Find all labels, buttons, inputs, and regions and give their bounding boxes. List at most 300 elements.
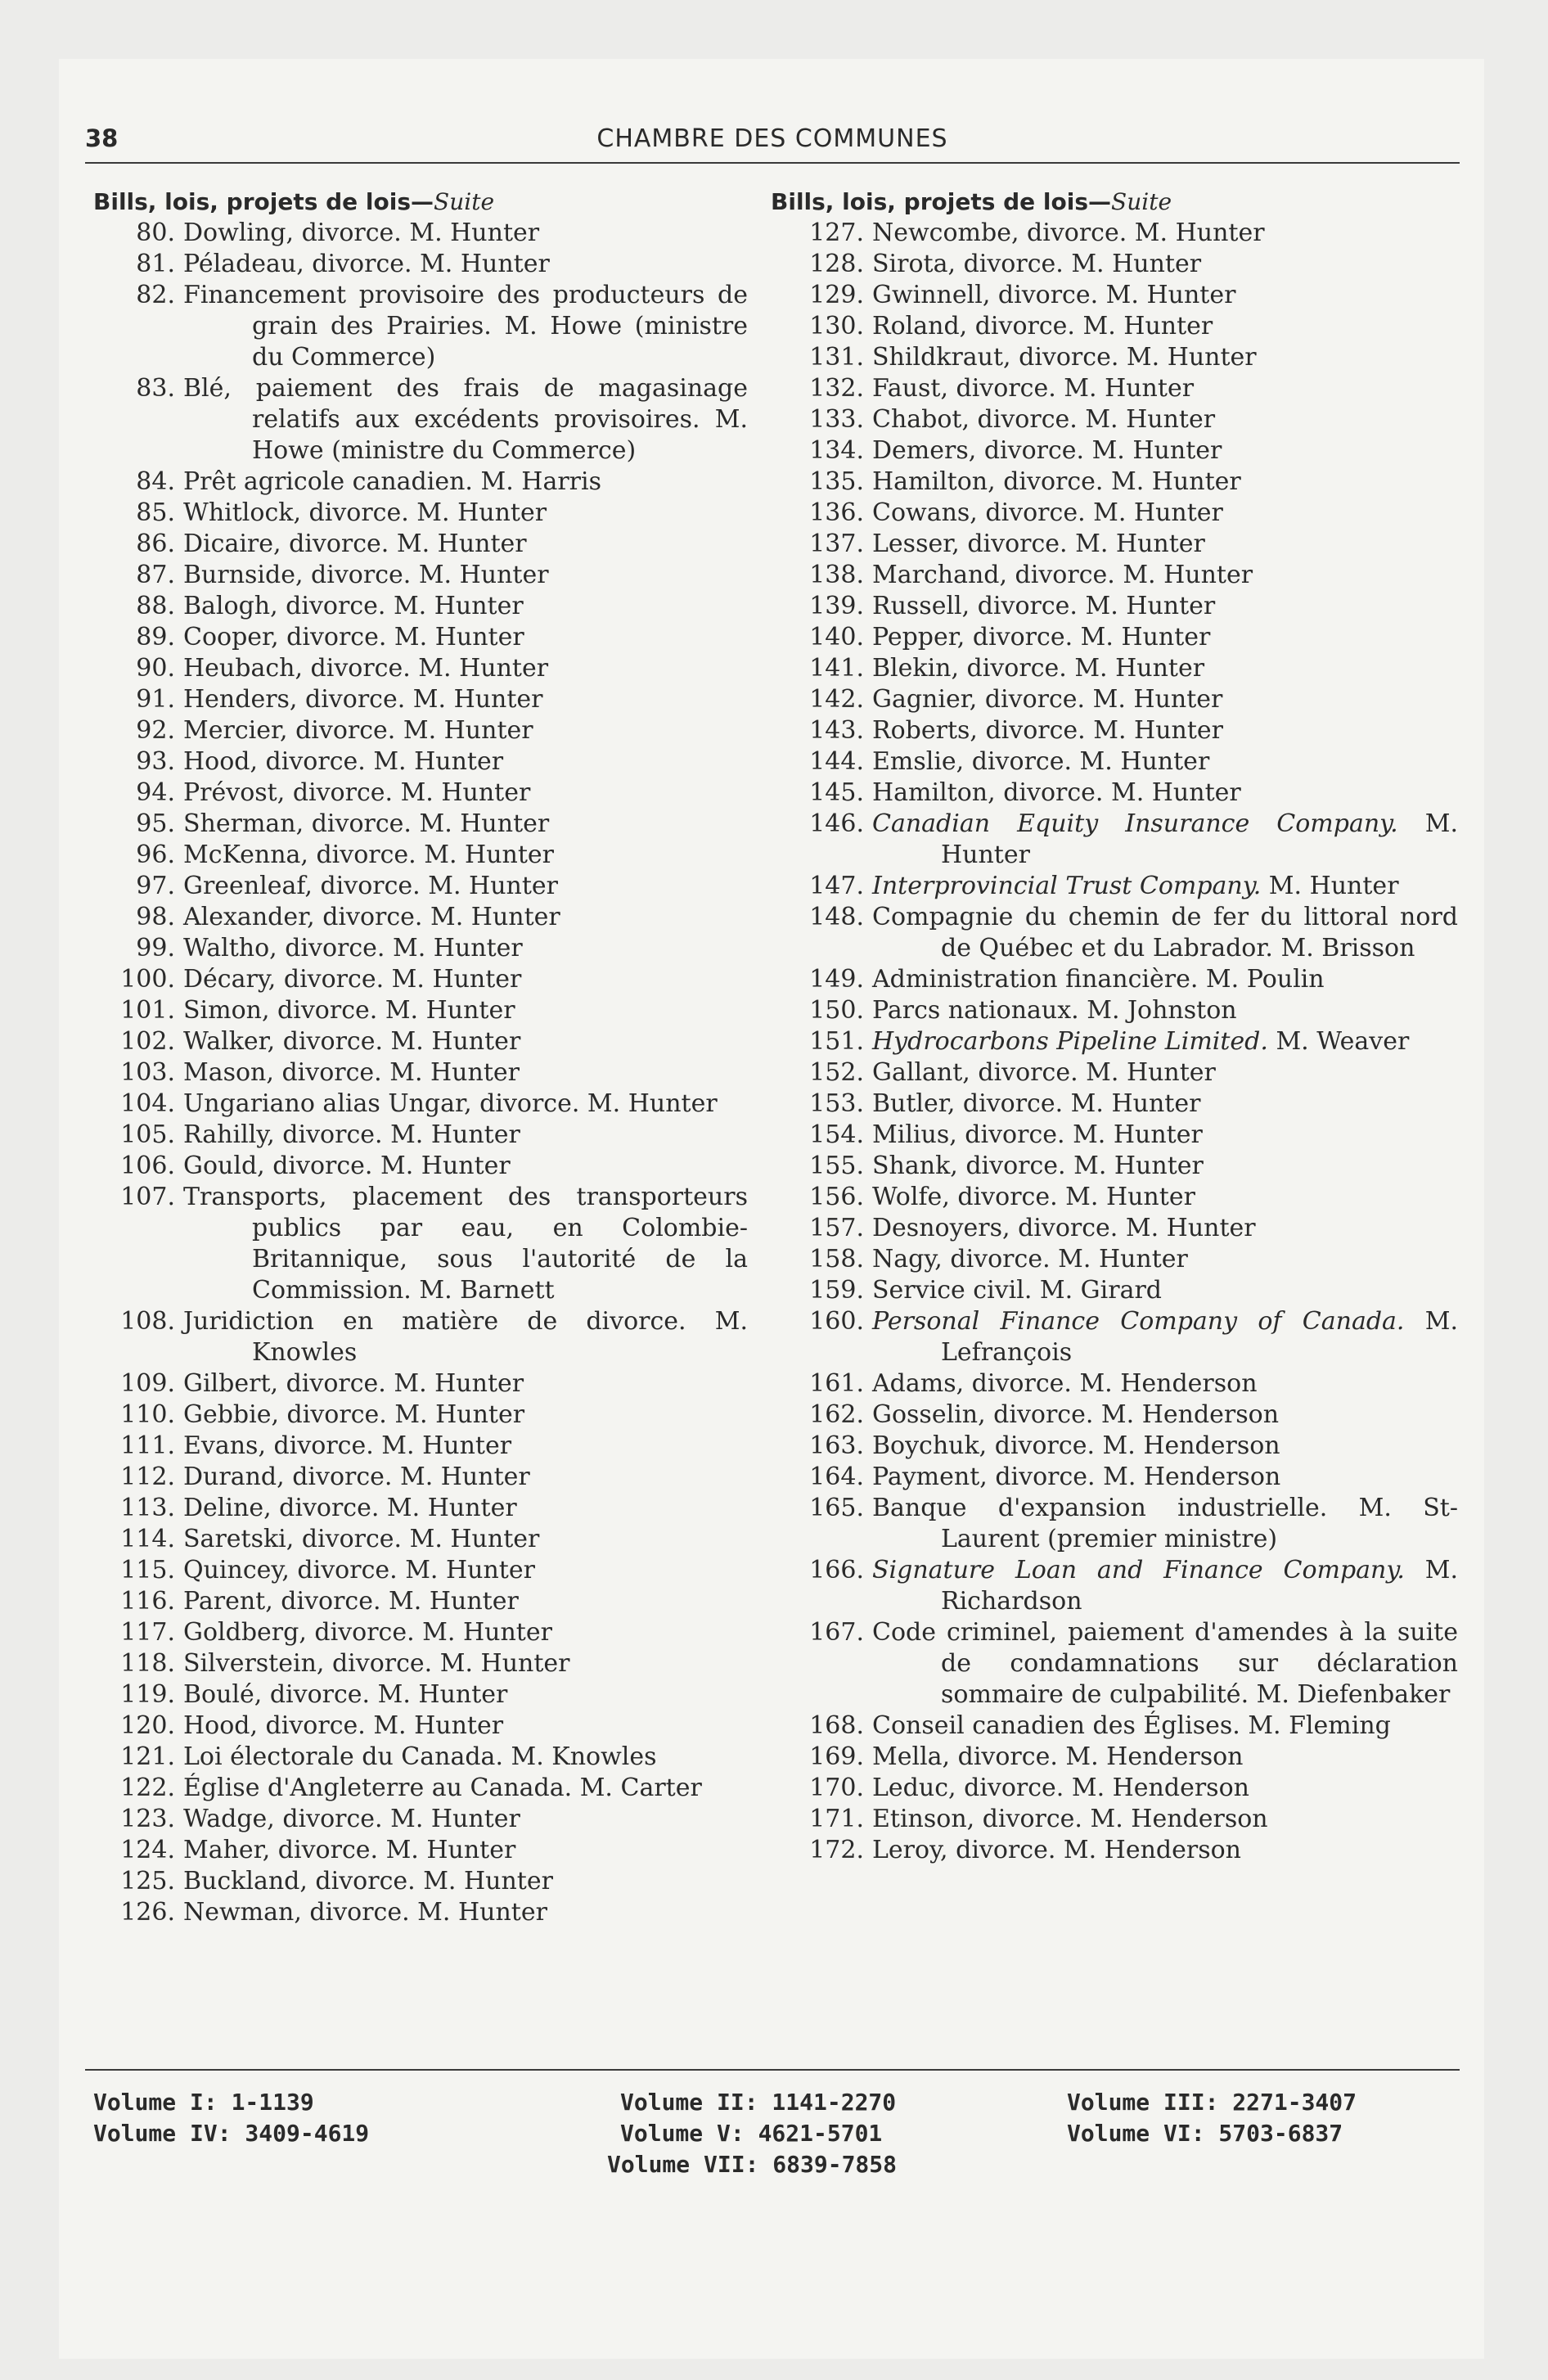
bill-entry <box>93 840 748 871</box>
bill-description: Hamilton, divorce. M. Hunter <box>872 778 1241 807</box>
bill-sponsor: M. Hunter <box>1261 872 1399 900</box>
bill-description: Wadge, divorce. M. Hunter <box>183 1805 520 1833</box>
bill-entry <box>771 1462 1458 1493</box>
heading-suffix: Suite <box>1111 188 1172 215</box>
bill-description: Goldberg, divorce. M. Hunter <box>183 1618 552 1647</box>
bill-number: 113. <box>120 1494 175 1522</box>
bill-number: 87. <box>136 561 175 589</box>
bill-description: Église d'Angleterre au Canada. M. Carter <box>183 1774 702 1802</box>
bill-entry <box>771 1493 1458 1555</box>
bill-entry <box>771 1089 1458 1120</box>
bill-description <box>872 809 1458 871</box>
bill-number: 85. <box>136 498 175 527</box>
bill-entry <box>93 1711 748 1742</box>
bill-entry <box>93 1555 748 1586</box>
bill-number: 110. <box>120 1400 175 1429</box>
bill-description: Hood, divorce. M. Hunter <box>183 1711 504 1740</box>
bill-description: Hood, divorce. M. Hunter <box>183 747 504 776</box>
bill-description: Prévost, divorce. M. Hunter <box>183 778 531 807</box>
bill-entry <box>771 1026 1458 1057</box>
bill-description: Dicaire, divorce. M. Hunter <box>183 530 527 558</box>
bill-number: 153. <box>809 1089 864 1118</box>
bill-description: Wolfe, divorce. M. Hunter <box>872 1183 1195 1211</box>
bill-entry <box>93 1182 748 1306</box>
heading-text: Bills, lois, projets de lois— <box>771 188 1112 215</box>
bill-number: 102. <box>120 1027 175 1056</box>
bill-entry <box>93 1306 748 1368</box>
bill-number: 125. <box>120 1867 175 1895</box>
bill-entry <box>771 1431 1458 1462</box>
bill-number: 133. <box>809 405 864 434</box>
bill-description: Cowans, divorce. M. Hunter <box>872 498 1223 527</box>
bill-number: 118. <box>120 1649 175 1678</box>
bill-entry <box>93 653 748 684</box>
bill-number: 106. <box>120 1152 175 1180</box>
bill-description: Juridiction en matière de divorce. M. Knowles <box>183 1307 748 1367</box>
bill-entry <box>771 778 1458 809</box>
bill-description: Waltho, divorce. M. Hunter <box>183 934 523 962</box>
bill-number: 161. <box>809 1369 864 1398</box>
bill-entry <box>93 1835 748 1866</box>
bill-description: Roland, divorce. M. Hunter <box>872 312 1213 340</box>
bill-number: 97. <box>136 872 175 900</box>
bill-entry <box>93 1524 748 1555</box>
bill-entry <box>771 280 1458 311</box>
bill-description: Mercier, divorce. M. Hunter <box>183 716 533 745</box>
bill-description: Butler, divorce. M. Hunter <box>872 1089 1201 1118</box>
bill-entry <box>771 560 1458 591</box>
bill-description: Blé, paiement des frais de magasinage relatifs aux excédents provisoires. M. Howe (ministre du Commerce) <box>183 374 748 465</box>
bill-entry <box>93 373 748 467</box>
bill-description: Emslie, divorce. M. Hunter <box>872 747 1210 776</box>
bill-description: Lesser, divorce. M. Hunter <box>872 530 1205 558</box>
volume-range: Volume V: 4621-5701 <box>620 2120 883 2147</box>
bill-number: 156. <box>809 1183 864 1211</box>
bill-description <box>872 1026 1458 1057</box>
bill-entry <box>771 995 1458 1026</box>
bill-description: Russell, divorce. M. Hunter <box>872 592 1216 620</box>
bill-entry <box>771 1804 1458 1835</box>
bill-description: Milius, divorce. M. Hunter <box>872 1120 1203 1149</box>
bill-number: 171. <box>809 1805 864 1833</box>
left-column <box>93 187 748 1928</box>
bill-entry <box>93 964 748 995</box>
bill-entry <box>771 902 1458 964</box>
bill-number: 138. <box>809 561 864 589</box>
bill-number: 95. <box>136 809 175 838</box>
right-column <box>771 187 1458 1866</box>
bill-description: Quincey, divorce. M. Hunter <box>183 1556 535 1584</box>
bill-number: 89. <box>136 623 175 651</box>
bill-description: Durand, divorce. M. Hunter <box>183 1463 530 1491</box>
bill-description: Sirota, divorce. M. Hunter <box>872 250 1202 278</box>
bill-entry <box>93 1804 748 1835</box>
bill-entry <box>771 1742 1458 1773</box>
bill-number: 163. <box>809 1431 864 1460</box>
bill-number: 141. <box>809 654 864 683</box>
bill-description: Administration financière. M. Poulin <box>872 965 1325 994</box>
bill-description: Service civil. M. Girard <box>872 1276 1163 1305</box>
bill-description: Dowling, divorce. M. Hunter <box>183 219 540 247</box>
bill-description: Parent, divorce. M. Hunter <box>183 1587 519 1616</box>
bill-number: 127. <box>809 219 864 247</box>
bill-number: 162. <box>809 1400 864 1429</box>
bill-number: 148. <box>809 903 864 931</box>
bill-number: 104. <box>120 1089 175 1118</box>
bill-entry <box>93 1057 748 1089</box>
bill-entry <box>771 467 1458 498</box>
bill-description: Transports, placement des transporteurs publics par eau, en Colombie-Britannique, sous l'autorité de la Commission. M. Barnett <box>183 1183 748 1305</box>
bill-description: McKenna, divorce. M. Hunter <box>183 841 555 869</box>
bill-number: 170. <box>809 1774 864 1802</box>
bill-description: Prêt agricole canadien. M. Harris <box>183 467 601 496</box>
bill-number: 94. <box>136 778 175 807</box>
bill-entry <box>771 746 1458 778</box>
bill-entry <box>771 529 1458 560</box>
bill-description: Financement provisoire des producteurs de grain des Prairies. M. Howe (ministre du Commerce) <box>183 281 748 372</box>
volume-range: Volume I: 1-1139 <box>93 2089 314 2116</box>
volume-index-footer <box>85 2069 1460 2182</box>
bill-entry <box>771 1711 1458 1742</box>
bill-description: Saretski, divorce. M. Hunter <box>183 1525 540 1553</box>
bill-number: 164. <box>809 1463 864 1491</box>
bill-description: Gosselin, divorce. M. Henderson <box>872 1400 1280 1429</box>
bill-number: 168. <box>809 1711 864 1740</box>
bill-number: 172. <box>809 1836 864 1864</box>
bill-description: Gebbie, divorce. M. Hunter <box>183 1400 525 1429</box>
bill-description: Compagnie du chemin de fer du littoral nord de Québec et du Labrador. M. Brisson <box>872 903 1458 962</box>
bill-number: 128. <box>809 250 864 278</box>
bill-number: 83. <box>136 374 175 403</box>
heading-suffix: Suite <box>434 188 495 215</box>
bill-number: 123. <box>120 1805 175 1833</box>
bill-entry <box>93 498 748 529</box>
bill-description: Greenleaf, divorce. M. Hunter <box>183 872 558 900</box>
bill-number: 134. <box>809 436 864 465</box>
bill-sponsor: M. Weaver <box>1267 1027 1410 1056</box>
bill-description: Péladeau, divorce. M. Hunter <box>183 250 550 278</box>
bill-description: Newcombe, divorce. M. Hunter <box>872 219 1265 247</box>
bill-entry <box>93 280 748 373</box>
bill-description: Maher, divorce. M. Hunter <box>183 1836 516 1864</box>
bill-number: 129. <box>809 281 864 309</box>
bill-description: Gould, divorce. M. Hunter <box>183 1152 511 1180</box>
bill-description: Marchand, divorce. M. Hunter <box>872 561 1253 589</box>
bill-number: 119. <box>120 1680 175 1709</box>
bill-entry <box>93 1866 748 1897</box>
bill-description: Gagnier, divorce. M. Hunter <box>872 685 1223 714</box>
bill-entry <box>771 1182 1458 1213</box>
bill-entry <box>93 1586 748 1617</box>
bill-title: Signature Loan and Finance Company. <box>872 1556 1405 1584</box>
bill-number: 131. <box>809 343 864 372</box>
bill-entry <box>771 1773 1458 1804</box>
volume-range: Volume VI: 5703-6837 <box>1067 2120 1343 2147</box>
bill-number: 101. <box>120 996 175 1025</box>
bill-entry <box>771 1120 1458 1151</box>
bill-number: 165. <box>809 1494 864 1522</box>
bill-number: 152. <box>809 1058 864 1087</box>
bill-entry <box>771 1306 1458 1368</box>
bill-number: 117. <box>120 1618 175 1647</box>
bill-entry <box>771 435 1458 467</box>
bill-number: 142. <box>809 685 864 714</box>
bill-entry <box>771 1835 1458 1866</box>
bill-entry <box>771 1213 1458 1244</box>
bill-entry <box>93 622 748 653</box>
bill-number: 140. <box>809 623 864 651</box>
bill-number: 158. <box>809 1245 864 1273</box>
running-head: CHAMBRE DES COMMUNES <box>596 124 948 153</box>
bill-description: Shank, divorce. M. Hunter <box>872 1152 1204 1180</box>
bill-description: Simon, divorce. M. Hunter <box>183 996 515 1025</box>
bill-description: Mason, divorce. M. Hunter <box>183 1058 520 1087</box>
bill-entry <box>93 778 748 809</box>
bill-entry <box>93 871 748 902</box>
bill-description: Hamilton, divorce. M. Hunter <box>872 467 1241 496</box>
bill-number: 157. <box>809 1214 864 1242</box>
bill-entry <box>771 1368 1458 1400</box>
bill-entry <box>771 622 1458 653</box>
bill-number: 114. <box>120 1525 175 1553</box>
bill-number: 151. <box>809 1027 864 1056</box>
bill-description: Balogh, divorce. M. Hunter <box>183 592 524 620</box>
bill-number: 137. <box>809 530 864 558</box>
bill-description: Demers, divorce. M. Hunter <box>872 436 1222 465</box>
bill-number: 99. <box>136 934 175 962</box>
bill-number: 105. <box>120 1120 175 1149</box>
bill-number: 88. <box>136 592 175 620</box>
bill-number: 82. <box>136 281 175 309</box>
bill-number: 130. <box>809 312 864 340</box>
bill-entry <box>93 1648 748 1679</box>
bill-entry <box>771 404 1458 435</box>
bill-description: Henders, divorce. M. Hunter <box>183 685 543 714</box>
bill-entry <box>771 498 1458 529</box>
bill-description: Loi électorale du Canada. M. Knowles <box>183 1742 657 1771</box>
bill-entry <box>93 218 748 249</box>
bill-description: Walker, divorce. M. Hunter <box>183 1027 521 1056</box>
bill-number: 115. <box>120 1556 175 1584</box>
bill-description: Payment, divorce. M. Henderson <box>872 1463 1281 1491</box>
bill-number: 111. <box>120 1431 175 1460</box>
bill-number: 121. <box>120 1742 175 1771</box>
bill-description: Adams, divorce. M. Henderson <box>872 1369 1258 1398</box>
bill-entry <box>771 871 1458 902</box>
bill-entry <box>93 529 748 560</box>
bill-entry <box>771 311 1458 342</box>
bill-entry <box>771 218 1458 249</box>
bill-description: Rahilly, divorce. M. Hunter <box>183 1120 520 1149</box>
bill-description: Blekin, divorce. M. Hunter <box>872 654 1205 683</box>
volume-range: Volume VII: 6839-7858 <box>607 2151 898 2178</box>
bill-description: Newman, divorce. M. Hunter <box>183 1898 547 1927</box>
bill-entry <box>93 1120 748 1151</box>
bill-number: 80. <box>136 219 175 247</box>
bill-entry <box>93 809 748 840</box>
bill-entry <box>93 1617 748 1648</box>
bill-number: 86. <box>136 530 175 558</box>
bill-number: 90. <box>136 654 175 683</box>
bill-description <box>872 1306 1458 1368</box>
bill-entry <box>93 902 748 933</box>
bill-description: Roberts, divorce. M. Hunter <box>872 716 1223 745</box>
bill-number: 143. <box>809 716 864 745</box>
bill-description: Mella, divorce. M. Henderson <box>872 1742 1244 1771</box>
bill-number: 107. <box>120 1183 175 1211</box>
bill-number: 147. <box>809 872 864 900</box>
bill-description <box>872 1555 1458 1617</box>
bill-entry <box>771 1617 1458 1711</box>
bill-number: 159. <box>809 1276 864 1305</box>
bill-entry <box>771 1244 1458 1275</box>
bill-entry <box>93 1089 748 1120</box>
bill-entry <box>93 1431 748 1462</box>
bill-entry <box>93 715 748 746</box>
bill-description: Code criminel, paiement d'amendes à la suite de condamnations sur déclaration sommaire de culpabilité. M. Diefenbaker <box>872 1618 1458 1709</box>
bill-number: 145. <box>809 778 864 807</box>
bill-description: Boulé, divorce. M. Hunter <box>183 1680 508 1709</box>
bill-number: 124. <box>120 1836 175 1864</box>
bill-description: Ungariano alias Ungar, divorce. M. Hunter <box>183 1089 718 1118</box>
bill-description: Whitlock, divorce. M. Hunter <box>183 498 547 527</box>
bill-description: Gilbert, divorce. M. Hunter <box>183 1369 524 1398</box>
bill-entry <box>93 1493 748 1524</box>
bill-description: Boychuk, divorce. M. Henderson <box>872 1431 1280 1460</box>
bill-description: Banque d'expansion industrielle. M. St-Laurent (premier ministre) <box>872 1494 1458 1553</box>
bill-sponsor: M. Lefrançois <box>941 1307 1458 1367</box>
bill-entry <box>93 591 748 622</box>
bill-description: Evans, divorce. M. Hunter <box>183 1431 512 1460</box>
bill-number: 92. <box>136 716 175 745</box>
bill-number: 122. <box>120 1774 175 1802</box>
bill-number: 84. <box>136 467 175 496</box>
bill-description: Faust, divorce. M. Hunter <box>872 374 1195 403</box>
bill-description: Chabot, divorce. M. Hunter <box>872 405 1216 434</box>
bill-number: 126. <box>120 1898 175 1927</box>
bill-entry <box>93 746 748 778</box>
bill-description <box>872 871 1458 902</box>
bill-description: Gwinnell, divorce. M. Hunter <box>872 281 1236 309</box>
volume-range: Volume IV: 3409-4619 <box>93 2120 370 2147</box>
bill-title: Canadian Equity Insurance Company. <box>872 809 1398 838</box>
bill-number: 91. <box>136 685 175 714</box>
bill-number: 96. <box>136 841 175 869</box>
bill-description: Shildkraut, divorce. M. Hunter <box>872 343 1257 372</box>
bill-number: 146. <box>809 809 864 838</box>
bill-entry <box>771 249 1458 280</box>
bill-entry <box>93 467 748 498</box>
bill-number: 109. <box>120 1369 175 1398</box>
heading-text: Bills, lois, projets de lois— <box>93 188 434 215</box>
page-header <box>85 119 1460 164</box>
bill-sponsor: M. Richardson <box>941 1556 1458 1616</box>
bill-number: 135. <box>809 467 864 496</box>
bill-description: Parcs nationaux. M. Johnston <box>872 996 1237 1025</box>
bill-number: 166. <box>809 1556 864 1584</box>
bill-entry <box>93 1368 748 1400</box>
bill-entry <box>771 373 1458 404</box>
bill-number: 120. <box>120 1711 175 1740</box>
bill-description: Nagy, divorce. M. Hunter <box>872 1245 1188 1273</box>
bill-description: Desnoyers, divorce. M. Hunter <box>872 1214 1256 1242</box>
bill-number: 155. <box>809 1152 864 1180</box>
bill-number: 136. <box>809 498 864 527</box>
bill-number: 100. <box>120 965 175 994</box>
bill-title: Hydrocarbons Pipeline Limited. <box>872 1027 1268 1056</box>
bill-description: Burnside, divorce. M. Hunter <box>183 561 549 589</box>
bill-description: Gallant, divorce. M. Hunter <box>872 1058 1216 1087</box>
bill-entry <box>771 1400 1458 1431</box>
column-heading <box>93 187 748 218</box>
bill-number: 98. <box>136 903 175 931</box>
volume-range: Volume III: 2271-3407 <box>1067 2089 1357 2116</box>
bill-entry <box>93 249 748 280</box>
bill-number: 93. <box>136 747 175 776</box>
bill-entry <box>93 684 748 715</box>
bill-number: 108. <box>120 1307 175 1336</box>
volume-range: Volume II: 1141-2270 <box>620 2089 897 2116</box>
bill-entry <box>771 964 1458 995</box>
bill-entry <box>93 1897 748 1928</box>
bill-number: 112. <box>120 1463 175 1491</box>
bill-description: Sherman, divorce. M. Hunter <box>183 809 550 838</box>
bill-entry <box>93 1026 748 1057</box>
bill-entry <box>771 1555 1458 1617</box>
bill-entry <box>771 1151 1458 1182</box>
bill-number: 116. <box>120 1587 175 1616</box>
bill-entry <box>93 560 748 591</box>
bill-description: Heubach, divorce. M. Hunter <box>183 654 549 683</box>
bill-entry <box>771 342 1458 373</box>
bill-number: 154. <box>809 1120 864 1149</box>
bill-description: Buckland, divorce. M. Hunter <box>183 1867 553 1895</box>
bill-entry <box>93 995 748 1026</box>
bill-description: Leduc, divorce. M. Henderson <box>872 1774 1249 1802</box>
bill-description: Alexander, divorce. M. Hunter <box>183 903 560 931</box>
bill-description: Pepper, divorce. M. Hunter <box>872 623 1211 651</box>
bill-entry <box>771 715 1458 746</box>
bill-number: 167. <box>809 1618 864 1647</box>
bill-number: 149. <box>809 965 864 994</box>
bill-entry <box>93 1462 748 1493</box>
bill-sponsor: M. Hunter <box>941 809 1458 869</box>
bill-number: 103. <box>120 1058 175 1087</box>
bill-entry <box>771 1275 1458 1306</box>
bill-description: Etinson, divorce. M. Henderson <box>872 1805 1268 1833</box>
bill-description: Décary, divorce. M. Hunter <box>183 965 522 994</box>
bill-entry <box>93 1742 748 1773</box>
bill-number: 160. <box>809 1307 864 1336</box>
bill-number: 169. <box>809 1742 864 1771</box>
bill-description: Deline, divorce. M. Hunter <box>183 1494 517 1522</box>
bill-number: 150. <box>809 996 864 1025</box>
bill-entry <box>771 684 1458 715</box>
page-number: 38 <box>85 124 119 152</box>
bill-title: Interprovincial Trust Company. <box>872 872 1262 900</box>
bill-number: 81. <box>136 250 175 278</box>
bill-number: 132. <box>809 374 864 403</box>
bill-number: 139. <box>809 592 864 620</box>
bill-entry <box>771 809 1458 871</box>
bill-entry <box>771 1057 1458 1089</box>
bill-entry <box>771 591 1458 622</box>
column-heading <box>771 187 1458 218</box>
bill-entry <box>93 933 748 964</box>
bill-entry <box>93 1679 748 1711</box>
bill-entry <box>93 1400 748 1431</box>
bill-entry <box>771 653 1458 684</box>
